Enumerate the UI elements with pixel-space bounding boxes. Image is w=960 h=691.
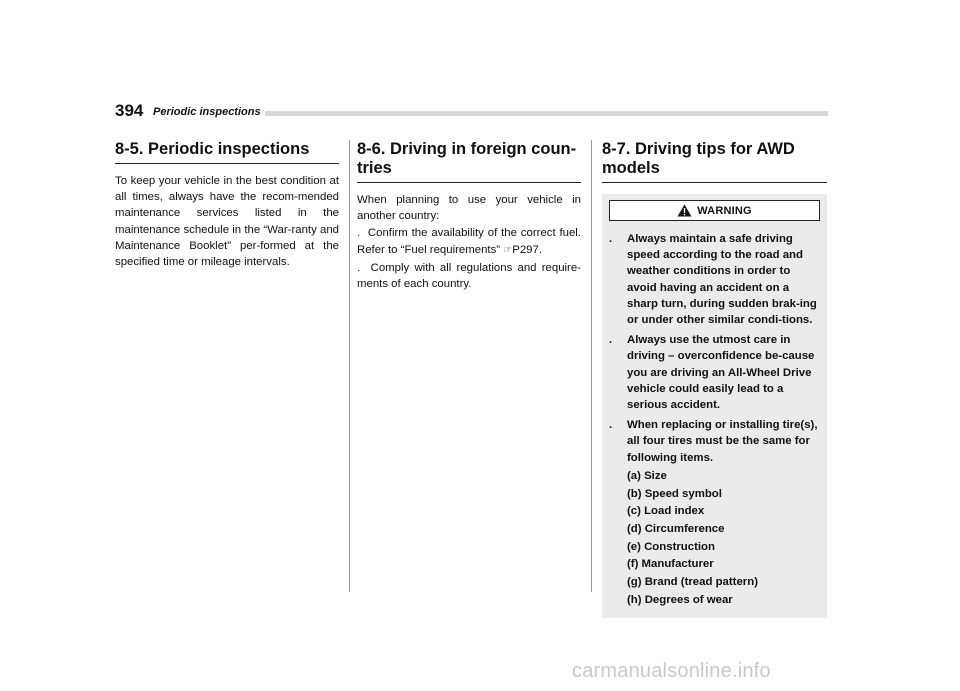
intro-paragraph: When planning to use your vehicle in another country:: [357, 194, 581, 223]
bullet-marker: .: [357, 261, 361, 274]
column-divider: [591, 140, 592, 592]
warning-item: . Always maintain a safe driving speed according to the road and weather conditions in order to avoid having an accident on a sharp turn, during sudden brak-ing or under other similar condi-tions.: [609, 233, 817, 327]
section-heading: 8-5. Periodic inspections: [115, 140, 339, 164]
list-item: (c) Load index: [627, 505, 705, 518]
warning-triangle-icon: [677, 204, 692, 217]
column-periodic-inspections: [115, 140, 339, 270]
warning-list: [609, 231, 820, 608]
list-item: (f) Manufacturer: [627, 558, 714, 571]
bullet-marker: .: [609, 233, 613, 245]
bullet-marker: .: [609, 419, 613, 432]
list-item: (g) Brand (tread pattern): [627, 576, 758, 589]
page-reference-icon: ☞: [503, 244, 513, 256]
section-title: Periodic inspections: [153, 106, 261, 118]
watermark: carmanualsonline.info: [572, 660, 771, 682]
list-item: (e) Construction: [627, 540, 715, 553]
page-reference-link[interactable]: P297.: [512, 243, 542, 256]
header-rule: [265, 111, 828, 116]
bullet-marker: .: [609, 334, 613, 347]
warning-header: [609, 200, 820, 221]
section-heading: 8-7. Driving tips for AWD models: [602, 140, 827, 183]
column-divider: [349, 140, 350, 592]
tire-criteria-list: [627, 468, 820, 608]
section-heading: 8-6. Driving in foreign coun-tries: [357, 140, 581, 183]
warning-box: [602, 194, 827, 618]
list-item: (b) Speed symbol: [627, 487, 722, 500]
column-awd-tips: [602, 140, 827, 618]
page-header: [115, 101, 828, 125]
body-paragraph: To keep your vehicle in the best condition at all times, always have the recom-mended maintenance services listed in the maintenance schedule in the “War-ranty and Maintenance Booklet” per-formed at the specified time or mileage intervals.: [115, 175, 339, 269]
column-foreign-countries: [357, 140, 581, 292]
list-item: (a) Size: [627, 469, 667, 482]
warning-item: . When replacing or installing tire(s), all four tires must be the same for following items. (a) Size (b) Speed symbol (c) Load index (d) Circumference (e) Construction (f) Manufacturer (g) Brand (tread pattern) (h) Degrees of wear: [609, 417, 820, 608]
list-item: (d) Circumference: [627, 522, 725, 535]
bullet-marker: .: [357, 227, 361, 240]
list-item: (h) Degrees of wear: [627, 593, 733, 606]
warning-item: . Always use the utmost care in driving – overconfidence be-cause you are driving an All-Wheel Drive vehicle could easily lead to a serious accident.: [609, 334, 815, 412]
page-number: 394: [115, 101, 144, 120]
warning-label: WARNING: [697, 204, 752, 217]
bullet-item: . Confirm the availability of the correct fuel. Refer to “Fuel requirements” ☞P297.: [357, 227, 581, 256]
bullet-item: . Comply with all regulations and require-ments of each country.: [357, 261, 581, 291]
